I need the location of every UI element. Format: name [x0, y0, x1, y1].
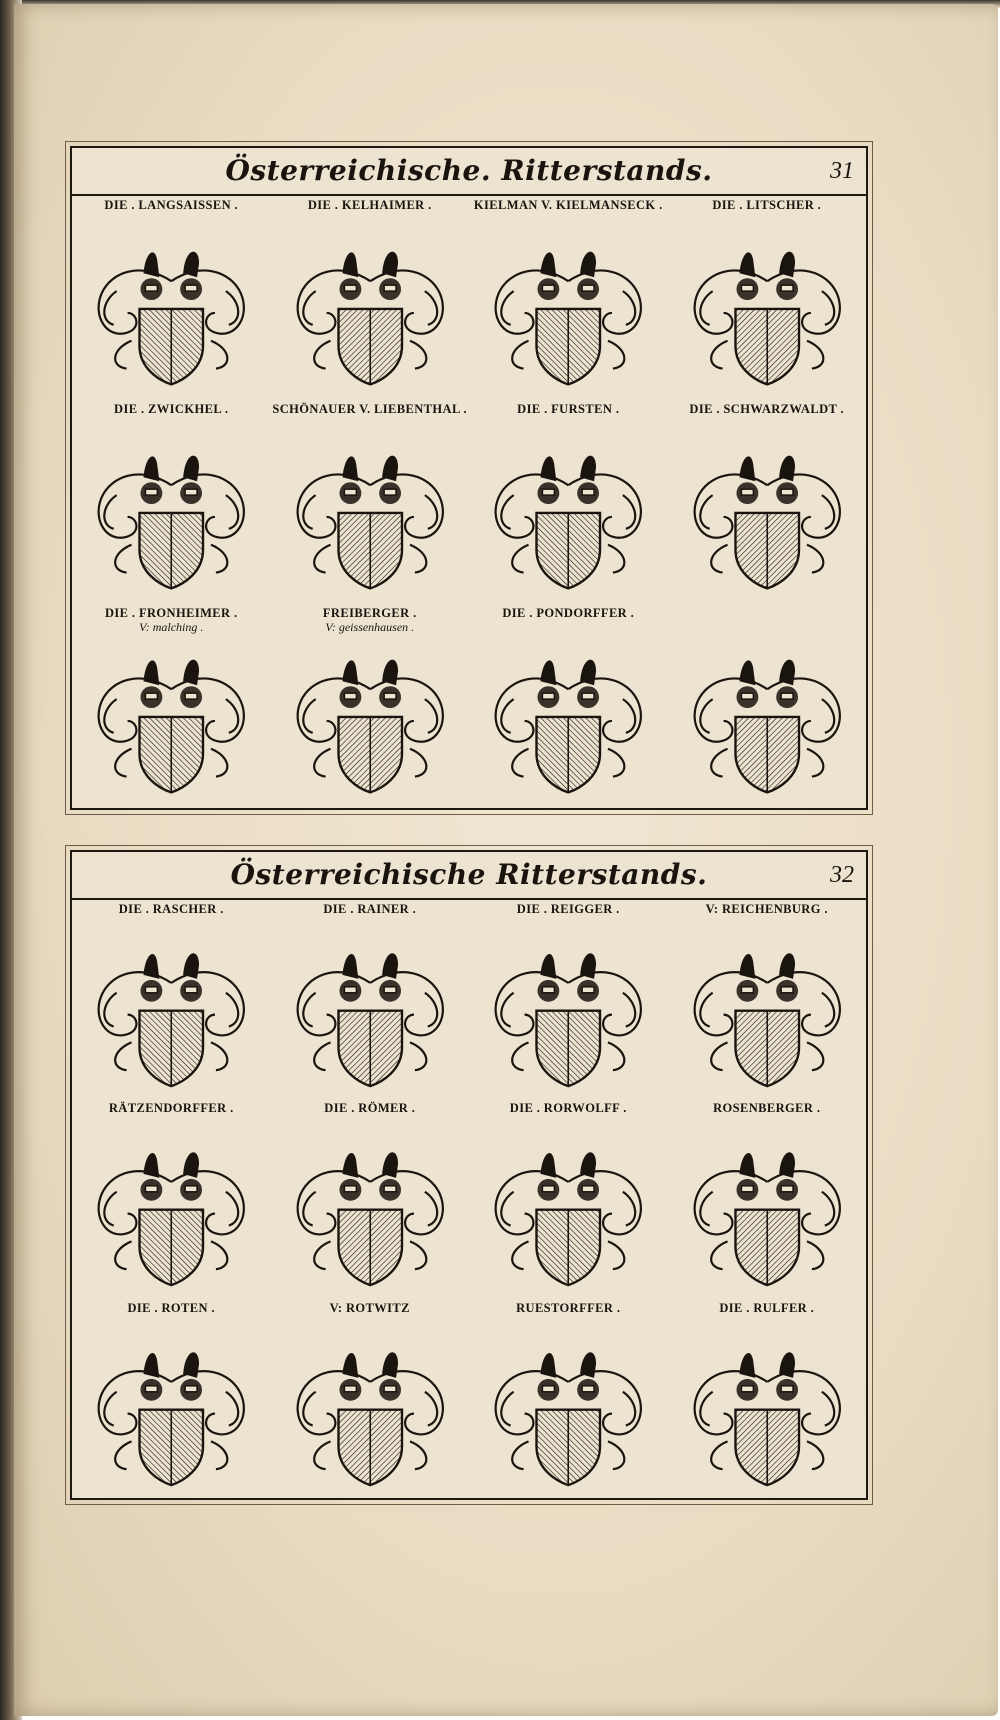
crest	[668, 212, 867, 400]
family-seat-label: V: geissenhausen .	[325, 620, 415, 634]
coat-of-arms-icon	[469, 416, 668, 604]
family-name-label: DIE . RÖMER .	[324, 1101, 416, 1116]
coat-of-arms-cell	[271, 196, 470, 400]
family-name-label: DIE . LITSCHER .	[712, 198, 822, 212]
coat-of-arms-cell	[469, 1099, 668, 1298]
crest	[469, 1315, 668, 1498]
coat-of-arms-icon	[271, 416, 470, 604]
crest	[271, 1315, 470, 1498]
coat-of-arms-icon	[271, 1315, 470, 1498]
coat-of-arms-cell	[271, 604, 470, 808]
coat-of-arms-icon	[668, 212, 867, 400]
family-seat-label: V: malching .	[139, 620, 204, 634]
coat-of-arms-cell	[668, 1299, 867, 1498]
coat-of-arms-cell	[668, 400, 867, 604]
arms-grid	[72, 196, 866, 808]
family-name-label: V: ROTWITZ	[329, 1300, 410, 1315]
coat-of-arms-cell	[668, 604, 867, 808]
family-name-label: KIELMAN V. KIELMANSECK .	[473, 198, 663, 212]
family-name-label: RÄTZENDORFFER .	[108, 1101, 234, 1116]
plate-number: 32	[830, 862, 854, 888]
plate-header	[72, 852, 866, 900]
coat-of-arms-icon	[72, 1315, 271, 1498]
family-name-label: DIE . RULFER .	[719, 1300, 815, 1315]
coat-of-arms-icon	[668, 916, 867, 1099]
family-name-label: DIE . REIGGER .	[516, 902, 620, 916]
crest	[271, 1115, 470, 1298]
family-name-label: DIE . RAINER .	[323, 902, 417, 916]
crest	[271, 416, 470, 604]
coat-of-arms-cell	[271, 1099, 470, 1298]
coat-of-arms-icon	[469, 620, 668, 808]
crest	[668, 620, 867, 808]
family-name-label: DIE . ROTEN .	[127, 1300, 215, 1315]
coat-of-arms-icon	[668, 620, 867, 808]
coat-of-arms-icon	[668, 1315, 867, 1498]
coat-of-arms-cell	[668, 1099, 867, 1298]
coat-of-arms-icon	[271, 212, 470, 400]
coat-of-arms-icon	[72, 212, 271, 400]
arms-grid	[72, 900, 866, 1498]
crest	[271, 212, 470, 400]
family-name-label: RUESTORFFER .	[516, 1300, 621, 1315]
coat-of-arms-cell	[271, 400, 470, 604]
coat-of-arms-cell	[72, 1299, 271, 1498]
plate-header	[72, 148, 866, 196]
crest	[72, 916, 271, 1099]
coat-of-arms-icon	[469, 1115, 668, 1298]
family-name-label: DIE . SCHWARZWALDT .	[689, 402, 845, 416]
crest	[72, 620, 271, 808]
coat-of-arms-icon	[271, 1115, 470, 1298]
family-name-label: DIE . FURSTEN .	[517, 402, 620, 416]
coat-of-arms-cell	[668, 196, 867, 400]
coat-of-arms-cell	[469, 900, 668, 1099]
crest	[469, 1115, 668, 1298]
family-name-label: V: REICHENBURG .	[705, 902, 828, 916]
family-name-label: DIE . RASCHER .	[118, 902, 224, 916]
crest	[469, 620, 668, 808]
coat-of-arms-icon	[72, 416, 271, 604]
coat-of-arms-cell	[72, 900, 271, 1099]
coat-of-arms-cell	[469, 400, 668, 604]
coat-of-arms-icon	[271, 620, 470, 808]
crest	[271, 620, 470, 808]
coat-of-arms-icon	[469, 916, 668, 1099]
plate-title: Österreichische. Ritterstands.	[225, 154, 713, 187]
coat-of-arms-cell	[271, 1299, 470, 1498]
crest	[72, 1315, 271, 1498]
coat-of-arms-cell	[271, 900, 470, 1099]
coat-of-arms-icon	[271, 916, 470, 1099]
coat-of-arms-icon	[72, 916, 271, 1099]
family-name-label: DIE . RORWOLFF .	[509, 1101, 627, 1116]
family-name-label: DIE . KELHAIMER .	[307, 198, 432, 212]
family-name-label: DIE . ZWICKHEL .	[114, 402, 229, 416]
plate-title: Österreichische Ritterstands.	[230, 858, 708, 891]
crest	[668, 1115, 867, 1298]
family-name-label: ROSENBERGER .	[713, 1101, 821, 1116]
coat-of-arms-cell	[469, 196, 668, 400]
family-name-label: DIE . FRONHEIMER .	[104, 606, 238, 620]
coat-of-arms-icon	[469, 212, 668, 400]
family-name-label: DIE . PONDORFFER .	[502, 606, 635, 620]
crest	[72, 1115, 271, 1298]
crest	[469, 416, 668, 604]
coat-of-arms-icon	[72, 1115, 271, 1298]
plate-number: 31	[830, 158, 854, 184]
coat-of-arms-cell	[72, 196, 271, 400]
coat-of-arms-cell	[72, 1099, 271, 1298]
family-name-label: SCHÖNAUER V. LIEBENTHAL .	[272, 402, 468, 416]
coat-of-arms-icon	[668, 416, 867, 604]
coat-of-arms-cell	[668, 900, 867, 1099]
coat-of-arms-cell	[72, 400, 271, 604]
coat-of-arms-icon	[469, 1315, 668, 1498]
family-name-label: DIE . LANGSAISSEN .	[104, 198, 239, 212]
crest	[469, 212, 668, 400]
coat-of-arms-cell	[72, 604, 271, 808]
crest	[72, 416, 271, 604]
crest	[668, 416, 867, 604]
family-name-label: FREIBERGER .	[322, 606, 417, 620]
crest	[271, 916, 470, 1099]
coat-of-arms-icon	[72, 620, 271, 808]
crest	[668, 916, 867, 1099]
coat-of-arms-cell	[469, 604, 668, 808]
plate-32	[70, 850, 868, 1500]
crest	[668, 1315, 867, 1498]
coat-of-arms-cell	[469, 1299, 668, 1498]
plate-31	[70, 146, 868, 810]
coat-of-arms-icon	[668, 1115, 867, 1298]
crest	[72, 212, 271, 400]
crest	[469, 916, 668, 1099]
